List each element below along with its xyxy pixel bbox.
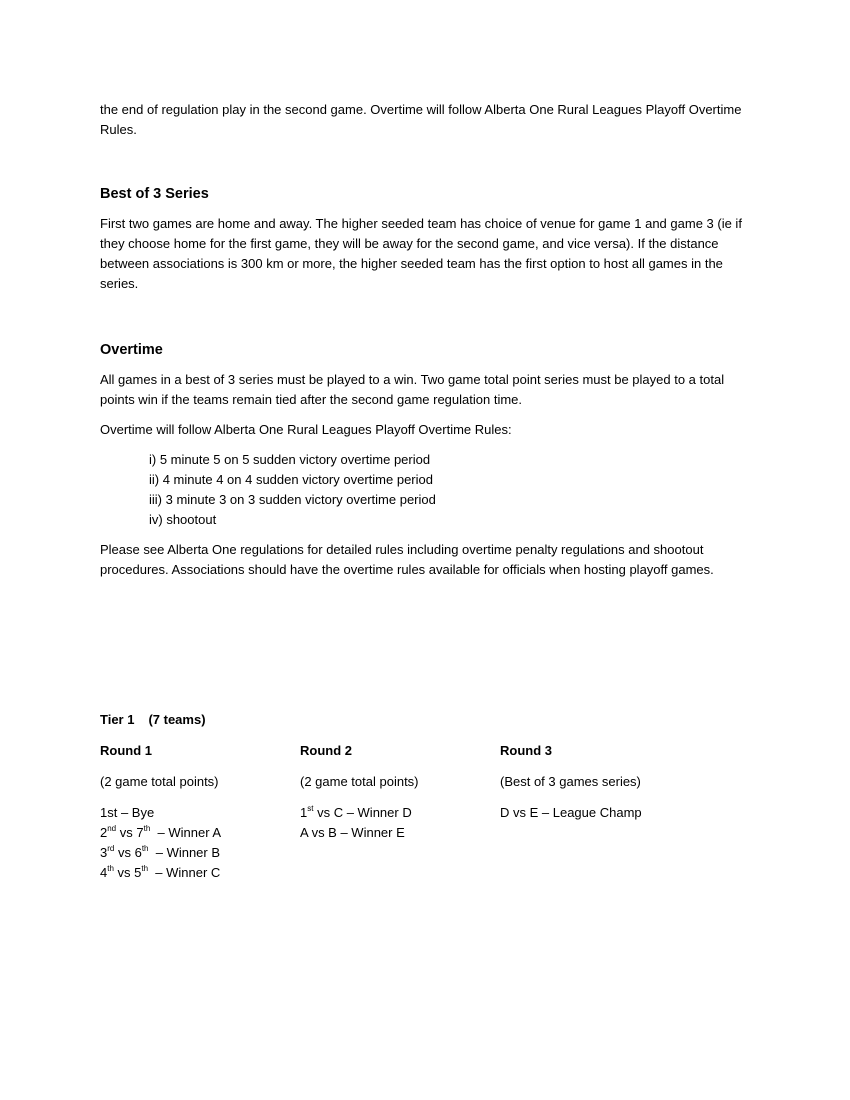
round-2-column: [300, 741, 500, 843]
round-1-column: [100, 741, 300, 883]
round-heading: Round 1: [100, 743, 152, 758]
round-format: (Best of 3 games series): [500, 774, 641, 789]
intro-paragraph: the end of regulation play in the second game. Overtime will follow Alberta One Rural Leagues Playoff Overtime Rules.: [100, 102, 742, 137]
list-item: iii) 3 minute 3 on 3 sudden victory overtime period: [149, 492, 436, 507]
list-item: 1st – Bye: [100, 805, 155, 820]
list-item: 2nd vs 7th – Winner A: [100, 823, 222, 840]
list-item: A vs B – Winner E: [300, 825, 405, 840]
list-item: 1st vs C – Winner D: [300, 803, 412, 820]
list-item: 3rd vs 6th – Winner B: [100, 843, 221, 860]
round-matchups: [300, 803, 500, 843]
list-item: 4th vs 5th – Winner C: [100, 863, 221, 880]
tier-name: Tier 1: [100, 712, 135, 727]
overtime-section: [100, 340, 750, 580]
list-item: ii) 4 minute 4 on 4 sudden victory overtime period: [149, 472, 433, 487]
rounds-columns: [100, 741, 750, 941]
round-heading: Round 3: [500, 743, 552, 758]
round-matchups: [100, 803, 300, 883]
round-3-column: [500, 741, 700, 823]
list-item: i) 5 minute 5 on 5 sudden victory overtime period: [149, 452, 431, 467]
overtime-rules-list: [149, 450, 750, 530]
document-page: [100, 100, 750, 880]
tier-team-count: (7 teams): [148, 712, 206, 727]
best-of-3-heading: Best of 3 Series: [100, 186, 209, 202]
best-of-3-section: [100, 184, 750, 294]
overtime-paragraph-1: All games in a best of 3 series must be played to a win. Two game total point series must be played to a total points win if the teams remain tied after the second game regulation time.: [100, 372, 725, 407]
overtime-heading: Overtime: [100, 342, 163, 358]
round-matchups: [500, 803, 700, 823]
tier-1-bracket: [100, 710, 750, 941]
round-heading: Round 2: [300, 743, 352, 758]
list-item: iv) shootout: [149, 512, 217, 527]
best-of-3-text: First two games are home and away. The higher seeded team has choice of venue for game 1 and game 3 (ie if they choose home for the first game, they will be away for the second game, and vice versa). If the distance between associations is 300 km or more, the higher seeded team has the first option to host all games in the series.: [100, 216, 742, 291]
round-format: (2 game total points): [300, 774, 419, 789]
overtime-paragraph-2: Overtime will follow Alberta One Rural Leagues Playoff Overtime Rules:: [100, 422, 512, 437]
tier-title: [100, 710, 750, 730]
overtime-paragraph-3: Please see Alberta One regulations for detailed rules including overtime penalty regulations and shootout procedures. Associations should have the overtime rules available for officials when hosting playoff games.: [100, 542, 714, 577]
round-format: (2 game total points): [100, 774, 219, 789]
list-item: D vs E – League Champ: [500, 805, 642, 820]
